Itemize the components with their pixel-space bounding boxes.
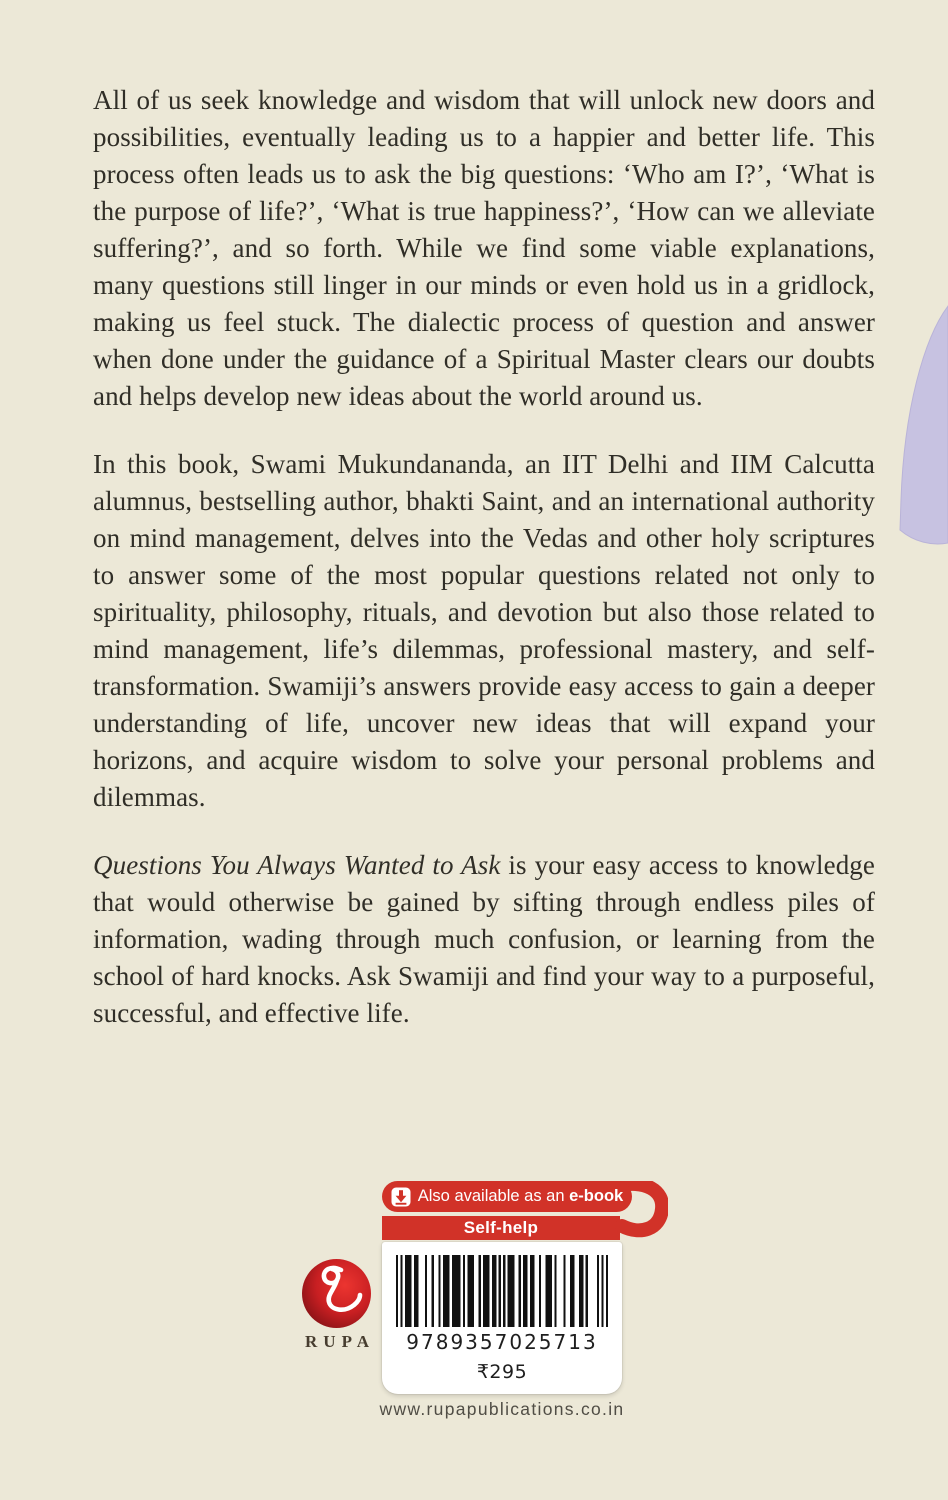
blurb-paragraph-1: All of us seek knowledge and wisdom that will unlock new doors and possibilities, eventually leading us to a happier and better life. This process often leads us to ask the big questions: ‘Who am I?’, ‘What is the purpose of life?’, ‘What is true happiness?’, ‘How can we alleviate suffering?’, and so forth. While we find some viable explanations, many questions still linger in our minds or even hold us in a gridlock, making us feel stuck. The dialectic process of question and answer when done under the guidance of a Spiritual Master clears our doubts and helps develop new ideas about the world around us. [93, 85, 875, 411]
price: ₹295 [476, 1361, 528, 1383]
rupa-logo-text: RUPA [305, 1332, 375, 1351]
category-label: Self-help [463, 1218, 539, 1237]
ebook-badge-text: Also available as an e-book [417, 1187, 624, 1205]
petal-decoration [892, 300, 948, 550]
blurb-paragraph-2: In this book, Swami Mukundananda, an IIT Delhi and IIM Calcutta alumnus, bestselling author, bhakti Saint, and an international authority on mind management, delves into the Vedas and other holy scriptures to answer some of the most popular questions related not only to spirituality, philosophy, rituals, and devotion but also those related to mind management, life’s dilemmas, professional mastery, and self-transformation. Swamiji’s answers provide easy access to gain a deeper understanding of life, uncover new ideas that will expand your horizons, and acquire wisdom to solve your personal problems and dilemmas. [93, 449, 875, 812]
publisher-website: www.rupapublications.co.in [379, 1399, 625, 1419]
ebook-badge [382, 1181, 632, 1212]
isbn-number: 9789357025713 [406, 1330, 598, 1354]
book-title-italic: Questions You Always Wanted to Ask [93, 850, 501, 880]
download-icon [391, 1187, 411, 1207]
blurb-paragraph-3-rest: is your easy access to knowledge that would otherwise be gained by sifting through endless piles of information, wading through much confusion, or learning from the school of hard knocks. Ask Swamiji and find your way to a purposeful, successful, and effective life. [93, 850, 875, 1028]
barcode-label [382, 1242, 622, 1394]
back-cover-blurb [93, 82, 875, 1032]
rupa-logo-icon [300, 1257, 373, 1330]
category-bar [382, 1216, 620, 1240]
barcode [396, 1255, 608, 1327]
blurb-paragraph-3 [93, 847, 875, 1032]
